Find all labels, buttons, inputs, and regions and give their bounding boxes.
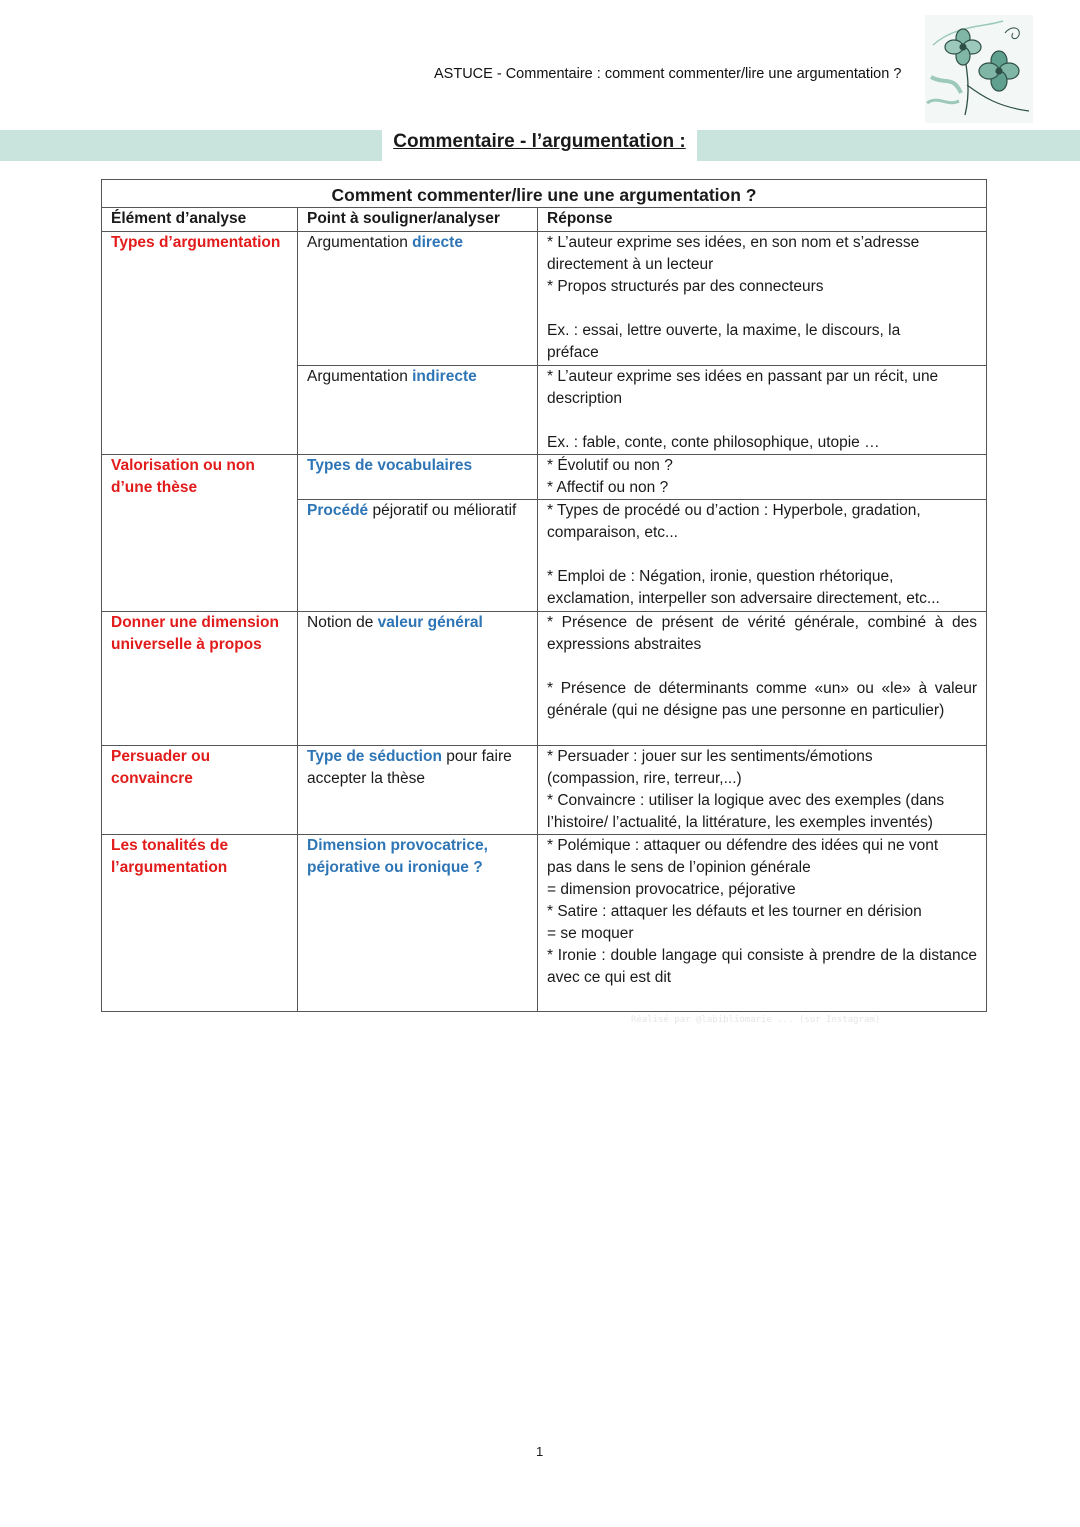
- element-types-argumentation: Types d’argumentation: [102, 232, 298, 455]
- element-persuader-convaincre: Persuader ou convaincre: [102, 746, 298, 835]
- table-row: [102, 746, 987, 835]
- header-point: Point à souligner/analyser: [298, 208, 538, 232]
- flower-logo-icon: [925, 15, 1033, 123]
- page-title: Commentaire - l’argumentation :: [393, 131, 686, 152]
- table-row: [102, 232, 987, 366]
- header-reponse: Réponse: [538, 208, 987, 232]
- point-types-vocabulaires: Types de vocabulaires: [298, 455, 538, 500]
- point-procede-pejoratif: Procédé péjoratif ou mélioratif: [298, 500, 538, 612]
- reponse-procede-pejoratif: * Types de procédé ou d’action : Hyperbole, gradation, comparaison, etc... * Emploi de : Négation, ironie, question rhétorique, exclamation, interpeller son adversaire directement, etc...: [538, 500, 987, 612]
- table-caption: Comment commenter/lire une une argumentation ?: [102, 180, 987, 208]
- table-row: [102, 835, 987, 1012]
- reponse-dimension-provocatrice: * Polémique : attaquer ou défendre des idées qui ne vont pas dans le sens de l’opinion générale = dimension provocatrice, péjorative * Satire : attaquer les défauts et les tourner en dérision = se moquer * Ironie : double langage qui consiste à prendre de la distance avec ce qui est dit: [538, 835, 987, 1012]
- reponse-type-seduction: * Persuader : jouer sur les sentiments/émotions (compassion, rire, terreur,...) * Convaincre : utiliser la logique avec des exemples (dans l’histoire/ l’actualité, la littérature, les exemples inventés): [538, 746, 987, 835]
- element-tonalites-argumentation: Les tonalités de l’argumentation: [102, 835, 298, 1012]
- reponse-argumentation-indirecte: * L’auteur exprime ses idées en passant par un récit, une description Ex. : fable, conte, conte philosophique, utopie …: [538, 366, 987, 455]
- reponse-valeur-general: * Présence de présent de vérité générale, combiné à des expressions abstraites * Présence de déterminants comme «un» ou «le» à valeur générale (qui ne désigne pas une personne en particulier): [538, 612, 987, 746]
- page-header: ASTUCE - Commentaire : comment commenter/lire une argumentation ?: [434, 66, 902, 82]
- element-dimension-universelle: Donner une dimension universelle à propos: [102, 612, 298, 746]
- element-valorisation-these: Valorisation ou non d’une thèse: [102, 455, 298, 612]
- table-row: [102, 455, 987, 500]
- page-number: 1: [536, 1444, 544, 1459]
- table-row: [102, 612, 987, 746]
- reponse-types-vocabulaires: * Évolutif ou non ? * Affectif ou non ?: [538, 455, 987, 500]
- point-argumentation-directe: Argumentation directe: [298, 232, 538, 366]
- title-band-left: [0, 130, 382, 161]
- point-valeur-general: Notion de valeur général: [298, 612, 538, 746]
- point-dimension-provocatrice: Dimension provocatrice, péjorative ou ironique ?: [298, 835, 538, 1012]
- point-type-seduction: Type de séduction pour faire accepter la thèse: [298, 746, 538, 835]
- point-argumentation-indirecte: Argumentation indirecte: [298, 366, 538, 455]
- watermark-text: Réalisé par @labibliomarie ... (sur Instagram): [631, 1015, 881, 1025]
- reponse-argumentation-directe: * L’auteur exprime ses idées, en son nom et s’adresse directement à un lecteur * Propos structurés par des connecteurs Ex. : essai, lettre ouverte, la maxime, le discours, la préface: [538, 232, 987, 366]
- header-element: Élément d’analyse: [102, 208, 298, 232]
- title-band-right: [697, 130, 1080, 161]
- argumentation-table: [101, 179, 987, 1012]
